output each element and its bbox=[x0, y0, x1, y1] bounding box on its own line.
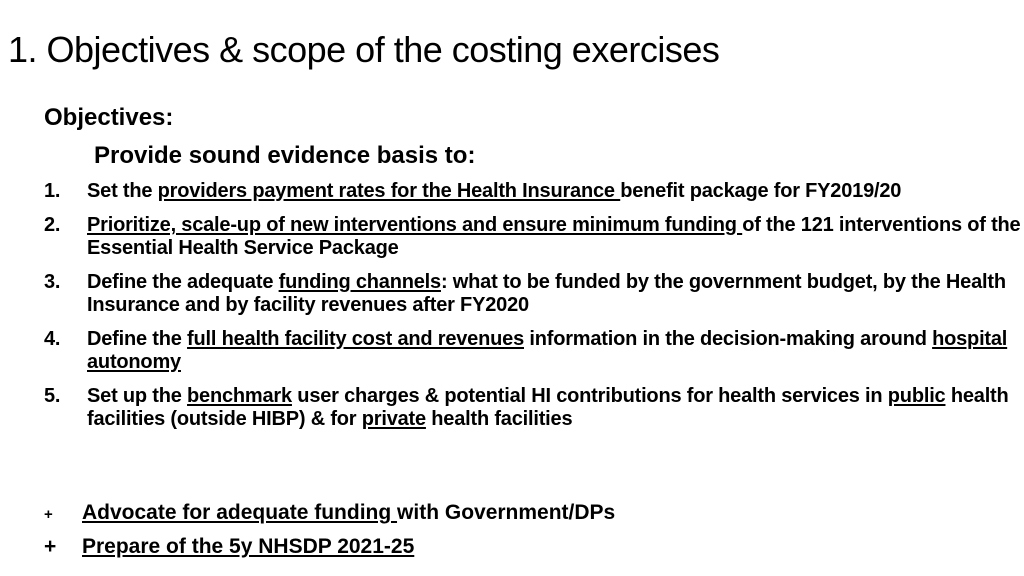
objective-underlined-part: funding channels bbox=[278, 271, 441, 293]
objectives-heading: Objectives: bbox=[44, 104, 174, 131]
objective-number: 3. bbox=[44, 271, 61, 293]
objective-number: 4. bbox=[44, 328, 61, 350]
objective-text-part: Define the bbox=[87, 328, 188, 350]
objective-item bbox=[44, 385, 1022, 431]
additional-scope-item bbox=[44, 500, 1004, 526]
objective-underlined-part: private bbox=[361, 408, 426, 430]
objective-text-part: Define the adequate bbox=[87, 271, 279, 293]
objective-text-part: : what to be funded by the government budget, by the Health Insurance and by facility revenues after FY2020 bbox=[87, 271, 1006, 316]
objective-number: 1. bbox=[44, 180, 61, 202]
objective-underlined-part: hospital autonomy bbox=[87, 328, 1008, 373]
objective-text-part: information in the decision-making around bbox=[524, 328, 933, 350]
scope-underlined-part: Advocate for adequate funding bbox=[82, 501, 398, 524]
objective-text-part: Set up the bbox=[87, 385, 188, 407]
objectives-list bbox=[44, 180, 1022, 442]
objective-item bbox=[44, 180, 1022, 203]
objective-text-part: user charges & potential HI contributions for health services in bbox=[291, 385, 888, 407]
additional-scope-item bbox=[44, 534, 1004, 560]
objective-text-part: Set the bbox=[87, 180, 158, 202]
objective-text-part: health facilities (outside HIBP) & for bbox=[87, 385, 1009, 430]
additional-scope-list bbox=[44, 500, 1004, 568]
objective-underlined-part: providers payment rates for the Health Insurance bbox=[157, 180, 621, 202]
plus-icon: + bbox=[44, 506, 53, 523]
objective-item bbox=[44, 328, 1022, 374]
objective-number: 2. bbox=[44, 214, 61, 236]
objective-item bbox=[44, 214, 1022, 260]
scope-underlined-part: Prepare of the 5y NHSDP 2021-25 bbox=[82, 535, 415, 558]
objectives-subheading: Provide sound evidence basis to: bbox=[94, 142, 476, 169]
objective-text-part: benefit package for FY2019/20 bbox=[620, 180, 902, 202]
objective-text-part: health facilities bbox=[425, 408, 573, 430]
objective-underlined-part: Prioritize, scale-up of new interventions and ensure minimum funding bbox=[87, 214, 743, 236]
objective-underlined-part: public bbox=[887, 385, 946, 407]
slide-title: 1. Objectives & scope of the costing exercises bbox=[8, 29, 720, 70]
scope-text-part: with Government/DPs bbox=[397, 501, 616, 524]
objective-underlined-part: benchmark bbox=[187, 385, 292, 407]
objective-text-part: of the 121 interventions of the Essential Health Service Package bbox=[87, 214, 1021, 259]
objective-item bbox=[44, 271, 1022, 317]
objective-number: 5. bbox=[44, 385, 61, 407]
plus-icon: + bbox=[44, 535, 57, 558]
objective-underlined-part: full health facility cost and revenues bbox=[187, 328, 524, 350]
